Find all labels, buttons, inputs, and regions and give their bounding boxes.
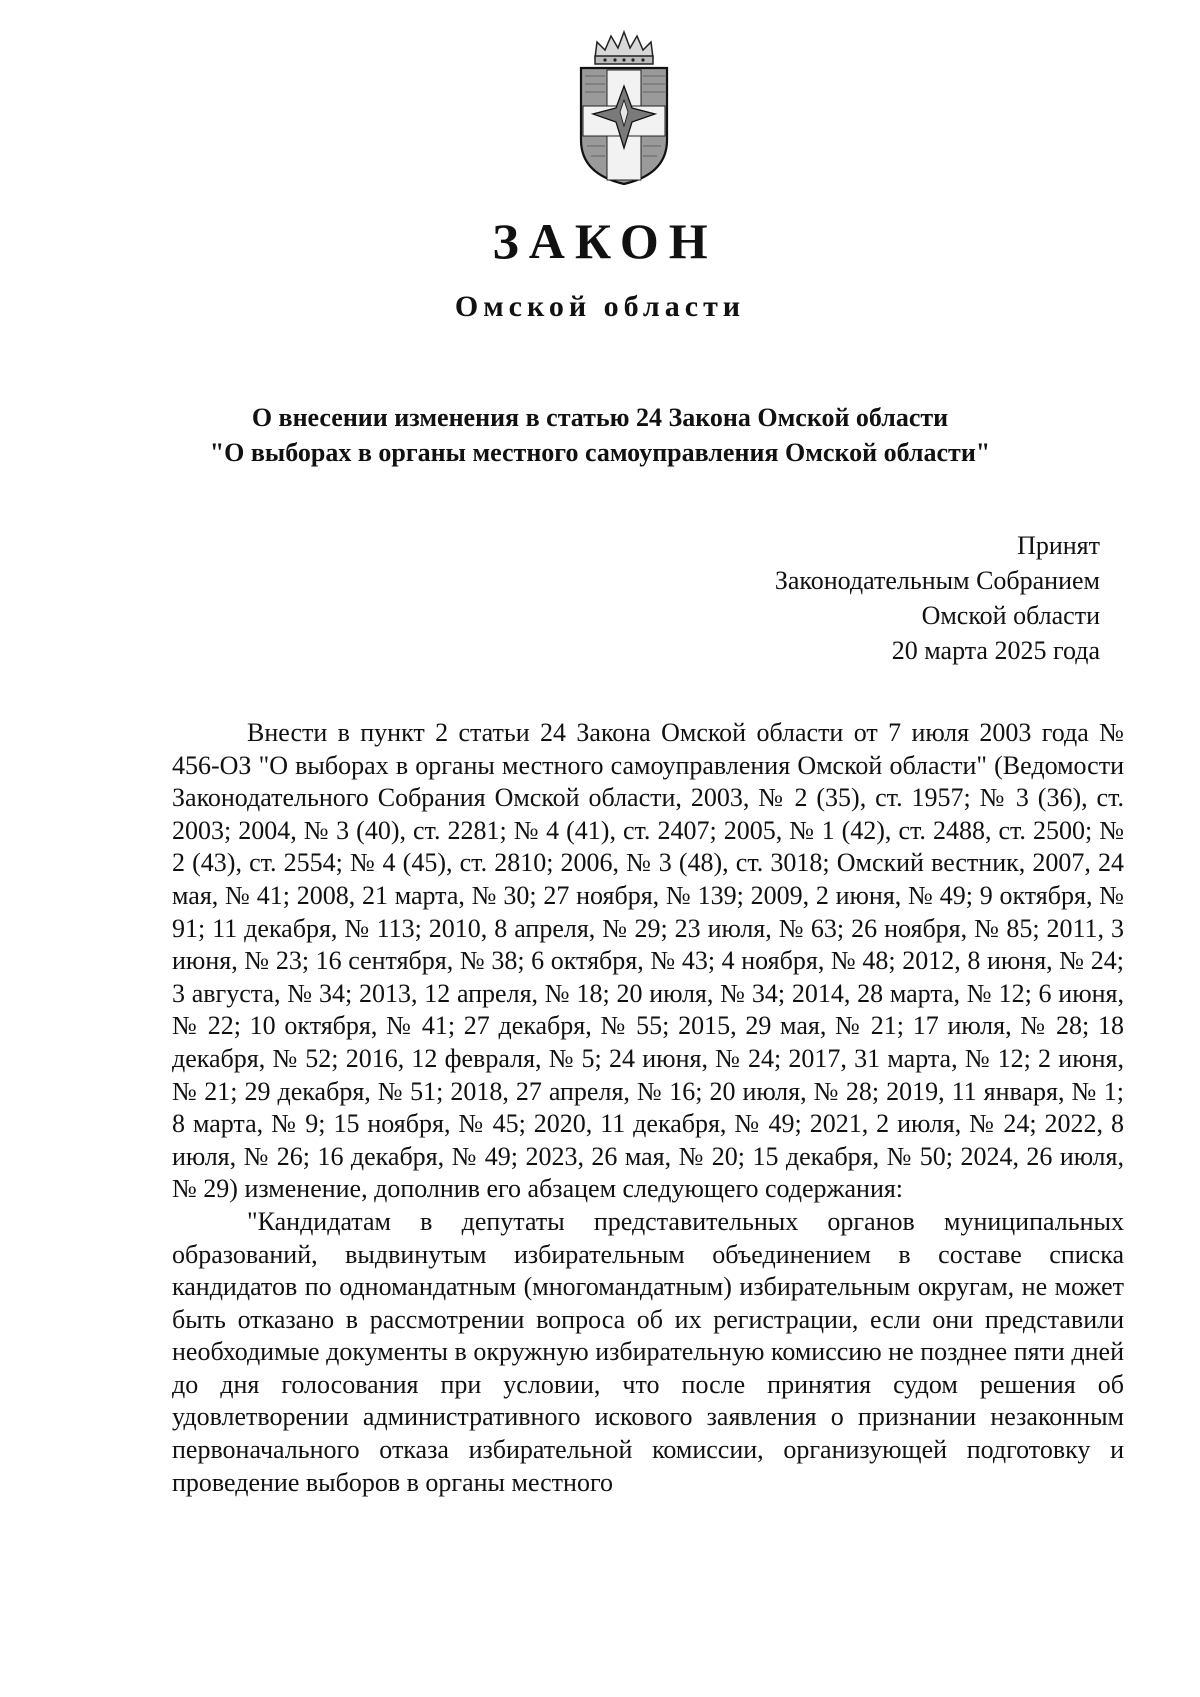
document-body xyxy=(172,717,1124,1499)
adoption-line-2: Законодательным Собранием xyxy=(774,566,1100,595)
law-subject-line-1: О внесении изменения в статью 24 Закона Омской области xyxy=(251,403,949,432)
adoption-block xyxy=(775,528,1100,668)
omsk-oblast-coat-of-arms-icon xyxy=(575,28,673,186)
adoption-line-1: Принят xyxy=(1017,531,1100,560)
law-subject xyxy=(0,400,1200,470)
body-paragraph-1: Внести в пункт 2 статьи 24 Закона Омской области от 7 июля 2003 года № 456-ОЗ "О выборах в органы местного самоуправления Омской области" (Ведомости Законодательного Собрания Омской области, 2003, № 2 (35), ст. 1957; № 3 (36), ст. 2003; 2004, № 3 (40), ст. 2281; № 4 (41), ст. 2407; 2005, № 1 (42), ст. 2488, ст. 2500; № 2 (43), ст. 2554; № 4 (45), ст. 2810; 2006, № 3 (48), ст. 3018; Омский вестник, 2007, 24 мая, № 41; 2008, 21 марта, № 30; 27 ноября, № 139; 2009, 2 июня, № 49; 9 октября, № 91; 11 декабря, № 113; 2010, 8 апреля, № 29; 23 июля, № 63; 26 ноября, № 85; 2011, 3 июня, № 23; 16 сентября, № 38; 6 октября, № 43; 4 ноября, № 48; 2012, 8 июня, № 24; 3 августа, № 34; 2013, 12 апреля, № 18; 20 июля, № 34; 2014, 28 марта, № 12; 6 июня, № 22; 10 октября, № 41; 27 декабря, № 55; 2015, 29 мая, № 21; 17 июля, № 28; 18 декабря, № 52; 2016, 12 февраля, № 5; 24 июня, № 24; 2017, 31 марта, № 12; 2 июня, № 21; 29 декабря, № 51; 2018, 27 апреля, № 16; 20 июля, № 28; 2019, 11 января, № 1; 8 марта, № 9; 15 ноября, № 45; 2020, 11 декабря, № 49; 2021, 2 июля, № 24; 2022, 8 июля, № 26; 16 декабря, № 49; 2023, 26 мая, № 20; 15 декабря, № 50; 2024, 26 июля, № 29) изменение, дополнив его абзацем следующего содержания: xyxy=(172,718,1124,1204)
document-title: ЗАКОН xyxy=(492,213,718,269)
adoption-date: 20 марта 2025 года xyxy=(891,636,1100,665)
body-paragraph-2: "Кандидатам в депутаты представительных органов муниципальных образований, выдвинутым избирательным объединением в составе списка кандидатов по одномандатным (многомандатным) избирательным округам, не может быть отказано в рассмотрении вопроса об их регистрации, если они представили необходимые документы в окружную избирательную комиссию не позднее пяти дней до дня голосования при условии, что после принятия судом решения об удовлетворении административного искового заявления о признании незаконным первоначального отказа избирательной комиссии, организующей подготовку и проведение выборов в органы местного xyxy=(172,1206,1124,1497)
adoption-line-3: Омской области xyxy=(921,601,1100,630)
law-subject-line-2: "О выборах в органы местного самоуправления Омской области" xyxy=(209,438,991,467)
document-subtitle: Омской области xyxy=(454,290,746,323)
